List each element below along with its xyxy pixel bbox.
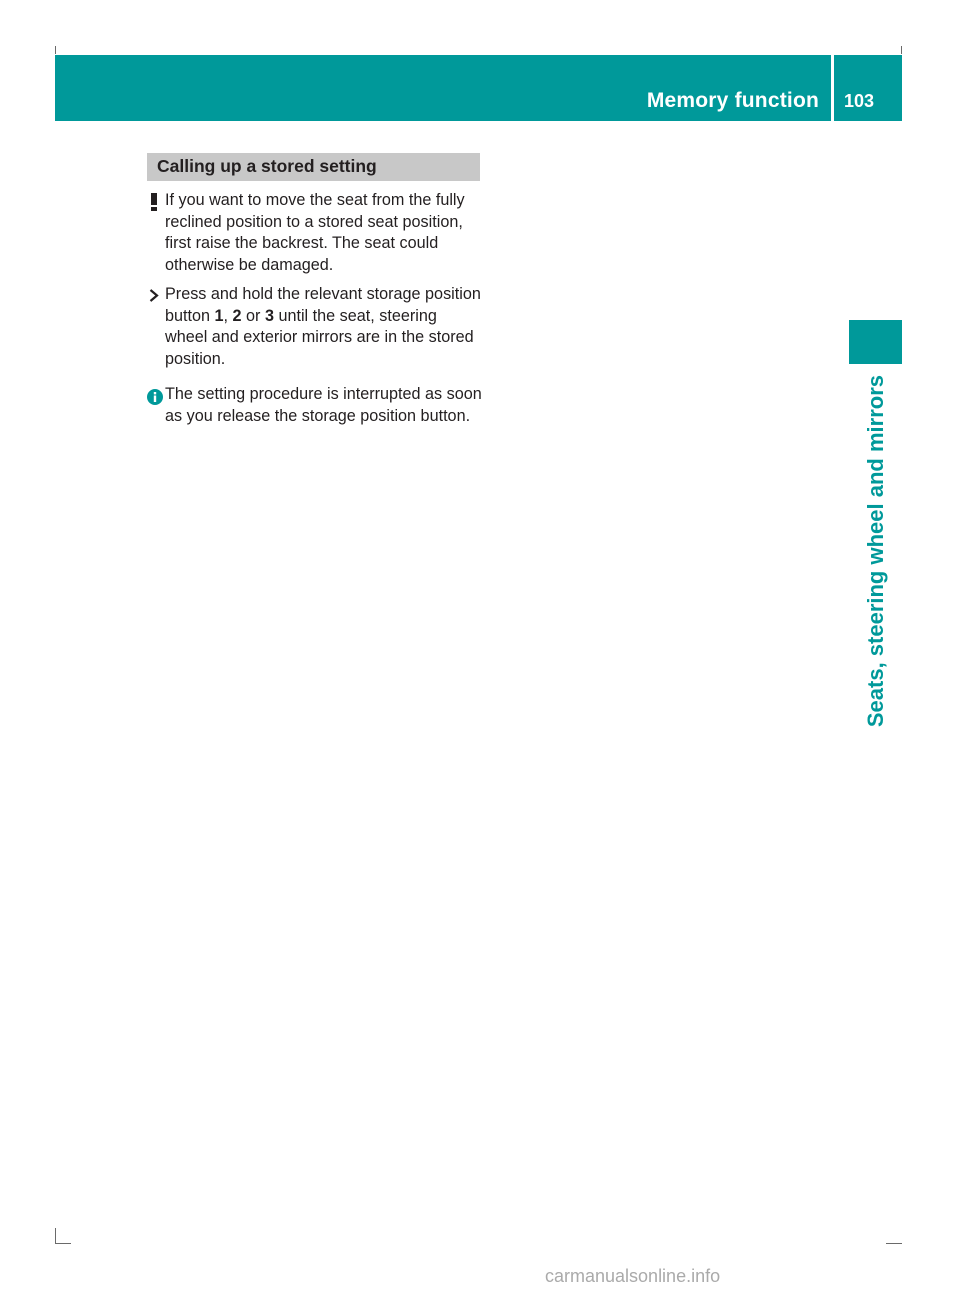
- storage-button-1: 1: [214, 306, 224, 325]
- page-number: 103: [844, 91, 875, 111]
- exclamation-icon: [149, 193, 159, 211]
- arrow-marker-icon: [149, 289, 159, 302]
- section-heading: [147, 153, 480, 181]
- storage-button-2: 2: [232, 306, 242, 325]
- header-separator: [831, 55, 834, 121]
- step-text-part: until the seat, steering wheel and exterior mirrors are in the stored position.: [165, 306, 474, 368]
- crop-mark: [55, 1228, 56, 1244]
- crop-mark: [55, 46, 56, 54]
- crop-mark: [901, 46, 902, 54]
- info-icon: [147, 389, 163, 405]
- footer-watermark: carmanualsonline.info: [545, 1266, 721, 1286]
- chapter-tab: [849, 320, 902, 364]
- storage-button-3: 3: [264, 306, 274, 325]
- step-text-part: Press and hold the relevant storage position button: [165, 285, 481, 325]
- warning-text: If you want to move the seat from the fully reclined position to a stored seat position, first raise the backrest. The seat could otherwise be damaged.: [165, 191, 465, 274]
- step-text: [165, 284, 483, 370]
- crop-mark: [55, 1243, 71, 1244]
- chapter-label: Seats, steering wheel and mirrors: [863, 375, 888, 728]
- section-heading-text: Calling up a stored setting: [157, 156, 377, 176]
- step-separator: ,: [223, 306, 233, 325]
- crop-mark: [886, 1243, 902, 1244]
- step-separator: or: [241, 306, 265, 325]
- info-text: The setting procedure is interrupted as soon as you release the storage position button.: [165, 385, 482, 425]
- page-title: Memory function: [646, 89, 819, 112]
